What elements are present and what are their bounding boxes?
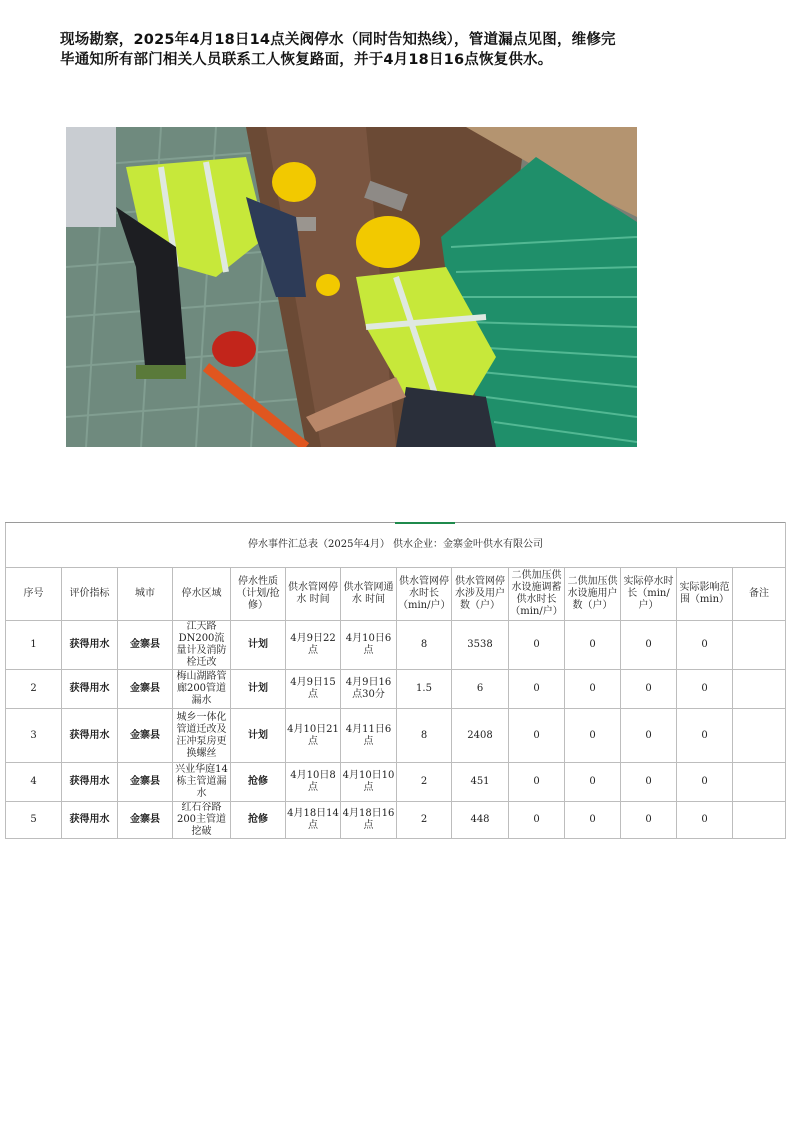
table-cell-resume: 4月9日16点30分 xyxy=(341,670,397,709)
table-cell-stop: 4月10日8点 xyxy=(286,763,341,802)
table-cell-no: 1 xyxy=(6,621,62,670)
table-cell-sec-duration: 0 xyxy=(509,670,565,709)
table-row xyxy=(6,802,786,839)
table-cell-actual: 0 xyxy=(621,709,677,763)
table-cell-stop: 4月9日22点 xyxy=(286,621,341,670)
table-header-cell: 供水管网通水 时间 xyxy=(341,568,397,621)
table-header-cell: 供水管网停水时长（min/户） xyxy=(397,568,452,621)
table-cell-stop: 4月9日15点 xyxy=(286,670,341,709)
table-header-cell: 停水性质（计划/抢修） xyxy=(231,568,286,621)
table-cell-remark xyxy=(733,802,786,839)
title-accent-line xyxy=(395,522,455,524)
table-header-cell: 备注 xyxy=(733,568,786,621)
table-header-cell: 停水区域 xyxy=(173,568,231,621)
table-cell-area: 兴业华庭14栋主管道漏水 xyxy=(173,763,231,802)
table-cell-type: 抢修 xyxy=(231,763,286,802)
table-cell-area: 城乡一体化管道迁改及汪冲泵房更换螺丝 xyxy=(173,709,231,763)
table-cell-indicator: 获得用水 xyxy=(62,621,118,670)
table-header-cell: 实际影响范围（min） xyxy=(677,568,733,621)
table-cell-remark xyxy=(733,763,786,802)
table-cell-actual: 0 xyxy=(621,621,677,670)
table-row xyxy=(6,670,786,709)
table-title: 停水事件汇总表（2025年4月） 供水企业：金寨金叶供水有限公司 xyxy=(6,523,786,568)
table-cell-city: 金寨县 xyxy=(118,670,173,709)
table-cell-sec-duration: 0 xyxy=(509,621,565,670)
table-cell-duration: 2 xyxy=(397,802,452,839)
table-cell-indicator: 获得用水 xyxy=(62,670,118,709)
table-header-cell: 供水管网停水 时间 xyxy=(286,568,341,621)
intro-line-1: 现场勘察，2025年4月18日14点关阀停水（同时告知热线），管道漏点见图，维修完 xyxy=(60,32,616,48)
table-cell-area: 梅山湖路管廊200管道漏水 xyxy=(173,670,231,709)
table-cell-users: 3538 xyxy=(452,621,509,670)
table-header-cell: 二供加压供水设施用户数（户） xyxy=(565,568,621,621)
table-cell-scope: 0 xyxy=(677,670,733,709)
table-header-cell: 供水管网停水涉及用户数（户） xyxy=(452,568,509,621)
table-cell-resume: 4月11日6点 xyxy=(341,709,397,763)
table-row xyxy=(6,709,786,763)
table-cell-stop: 4月18日14点 xyxy=(286,802,341,839)
table-cell-users: 451 xyxy=(452,763,509,802)
table-row xyxy=(6,621,786,670)
table-cell-remark xyxy=(733,670,786,709)
table-cell-indicator: 获得用水 xyxy=(62,802,118,839)
table-header-cell: 二供加压供水设施调蓄供水时长（min/户） xyxy=(509,568,565,621)
table-cell-city: 金寨县 xyxy=(118,802,173,839)
table-cell-sec-users: 0 xyxy=(565,802,621,839)
table-cell-duration: 8 xyxy=(397,621,452,670)
table-cell-scope: 0 xyxy=(677,763,733,802)
table-cell-users: 448 xyxy=(452,802,509,839)
table-cell-type: 计划 xyxy=(231,670,286,709)
table-cell-no: 5 xyxy=(6,802,62,839)
intro-paragraph xyxy=(60,30,660,70)
table-cell-remark xyxy=(733,621,786,670)
table-cell-resume: 4月10日10点 xyxy=(341,763,397,802)
table-cell-duration: 2 xyxy=(397,763,452,802)
repair-site-photo xyxy=(66,127,637,447)
table-cell-resume: 4月10日6点 xyxy=(341,621,397,670)
table-cell-indicator: 获得用水 xyxy=(62,709,118,763)
outage-summary-table xyxy=(5,522,786,839)
table-cell-scope: 0 xyxy=(677,621,733,670)
table-header-cell: 评价指标 xyxy=(62,568,118,621)
table-cell-duration: 8 xyxy=(397,709,452,763)
table-cell-sec-duration: 0 xyxy=(509,802,565,839)
intro-line-2: 毕通知所有部门相关人员联系工人恢复路面，并于4月18日16点恢复供水。 xyxy=(60,52,553,68)
table-cell-remark xyxy=(733,709,786,763)
table-cell-sec-duration: 0 xyxy=(509,709,565,763)
table-cell-sec-users: 0 xyxy=(565,670,621,709)
table-cell-scope: 0 xyxy=(677,802,733,839)
table-header-cell: 实际停水时长（min/户） xyxy=(621,568,677,621)
table-cell-indicator: 获得用水 xyxy=(62,763,118,802)
table-cell-resume: 4月18日16点 xyxy=(341,802,397,839)
table-cell-stop: 4月10日21点 xyxy=(286,709,341,763)
table-cell-sec-users: 0 xyxy=(565,709,621,763)
table-cell-sec-duration: 0 xyxy=(509,763,565,802)
table-cell-no: 4 xyxy=(6,763,62,802)
table-cell-actual: 0 xyxy=(621,802,677,839)
table-cell-city: 金寨县 xyxy=(118,763,173,802)
table-header-cell: 序号 xyxy=(6,568,62,621)
photo-illustration xyxy=(66,127,637,447)
table-cell-area: 红石谷路200主管道挖破 xyxy=(173,802,231,839)
table-cell-type: 计划 xyxy=(231,709,286,763)
table-cell-scope: 0 xyxy=(677,709,733,763)
table-header-cell: 城市 xyxy=(118,568,173,621)
table-cell-no: 3 xyxy=(6,709,62,763)
table-cell-city: 金寨县 xyxy=(118,621,173,670)
table-row xyxy=(6,763,786,802)
table-cell-users: 6 xyxy=(452,670,509,709)
table-cell-actual: 0 xyxy=(621,763,677,802)
table-cell-sec-users: 0 xyxy=(565,621,621,670)
table-cell-area: 江天路DN200流量计及消防栓迁改 xyxy=(173,621,231,670)
table-cell-actual: 0 xyxy=(621,670,677,709)
table-cell-type: 计划 xyxy=(231,621,286,670)
table-cell-duration: 1.5 xyxy=(397,670,452,709)
table-cell-sec-users: 0 xyxy=(565,763,621,802)
table-cell-no: 2 xyxy=(6,670,62,709)
table-cell-users: 2408 xyxy=(452,709,509,763)
table-cell-type: 抢修 xyxy=(231,802,286,839)
table-cell-city: 金寨县 xyxy=(118,709,173,763)
outage-summary-table-container xyxy=(5,522,785,839)
